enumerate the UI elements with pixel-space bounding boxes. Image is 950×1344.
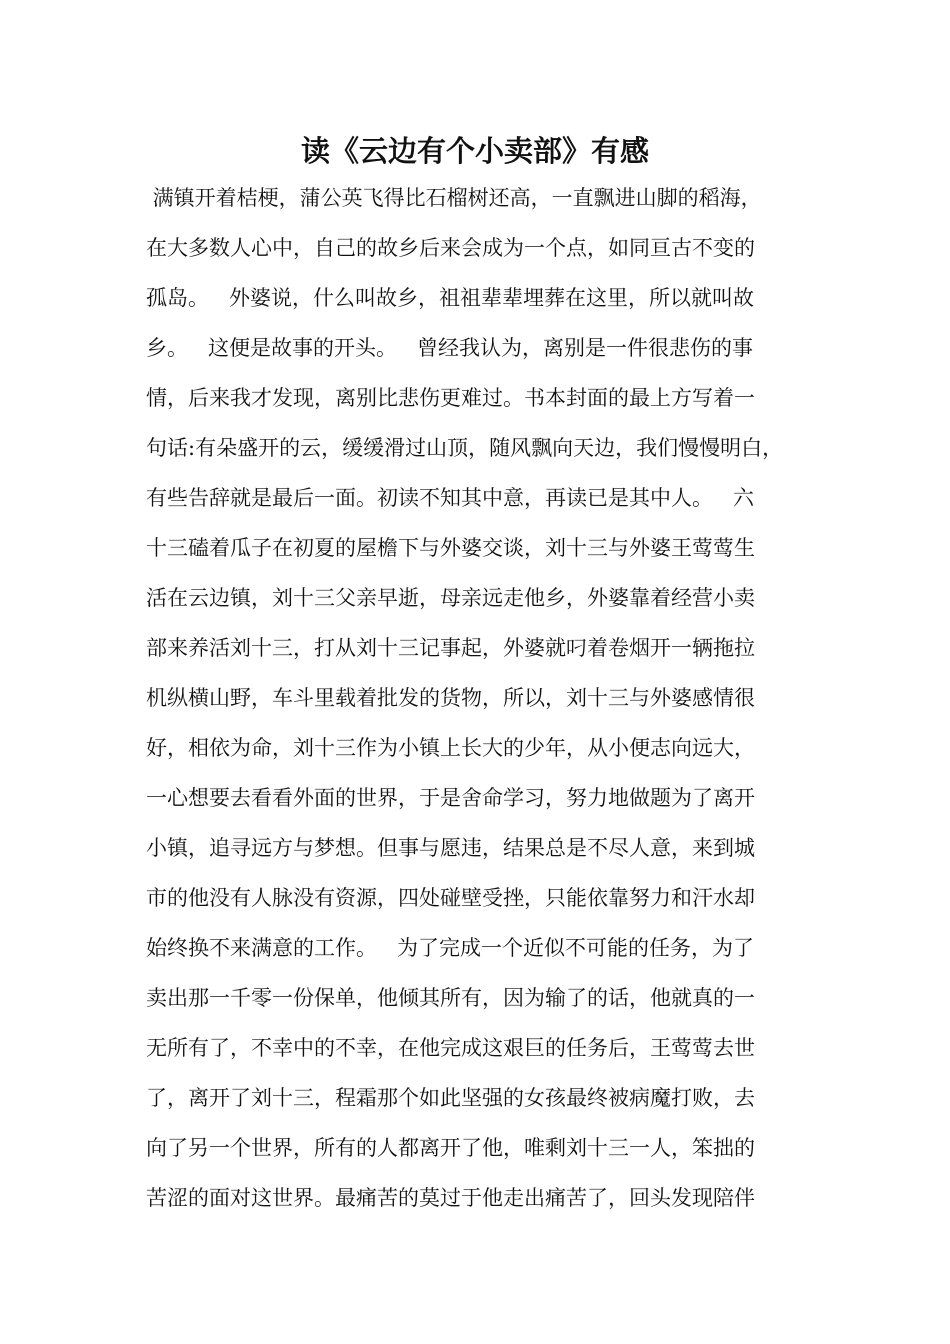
text-line: 机纵横山野，车斗里载着批发的货物，所以，刘十三与外婆感情很 bbox=[146, 686, 755, 710]
text-line: 满镇开着桔梗，蒲公英飞得比石榴树还高，一直飘进山脚的稻海， bbox=[146, 186, 762, 210]
text-line: 有些告辞就是最后一面。初读不知其中意，再读已是其中人。 六 bbox=[146, 486, 755, 510]
text-line: 市的他没有人脉没有资源，四处碰壁受挫，只能依靠努力和汗水却 bbox=[146, 886, 755, 910]
text-line: 小镇，追寻远方与梦想。但事与愿违，结果总是不尽人意，来到城 bbox=[146, 836, 755, 860]
text-line: 乡。 这便是故事的开头。 曾经我认为，离别是一件很悲伤的事 bbox=[146, 336, 754, 360]
text-line: 好，相依为命，刘十三作为小镇上长大的少年，从小便志向远大， bbox=[146, 736, 755, 760]
text-line: 向了另一个世界，所有的人都离开了他，唯剩刘十三一人，笨拙的 bbox=[146, 1136, 755, 1160]
text-line: 情，后来我才发现，离别比悲伤更难过。书本封面的最上方写着一 bbox=[146, 386, 755, 410]
text-line: 无所有了，不幸中的不幸，在他完成这艰巨的任务后，王莺莺去世 bbox=[146, 1036, 755, 1060]
text-line: 孤岛。 外婆说，什么叫故乡，祖祖辈辈埋葬在这里，所以就叫故 bbox=[146, 286, 755, 310]
text-line: 苦涩的面对这世界。最痛苦的莫过于他走出痛苦了，回头发现陪伴 bbox=[146, 1186, 755, 1210]
document-title: 读《云边有个小卖部》有感 bbox=[300, 134, 649, 168]
text-line: 在大多数人心中，自己的故乡后来会成为一个点，如同亘古不变的 bbox=[146, 236, 755, 260]
text-line: 句话:有朵盛开的云，缓缓滑过山顶，随风飘向天边，我们慢慢明白， bbox=[146, 436, 784, 460]
text-line: 活在云边镇，刘十三父亲早逝，母亲远走他乡，外婆靠着经营小卖 bbox=[146, 586, 755, 610]
text-line: 了，离开了刘十三，程霜那个如此坚强的女孩最终被病魔打败，去 bbox=[146, 1086, 755, 1110]
text-line: 始终换不来满意的工作。 为了完成一个近似不可能的任务，为了 bbox=[146, 936, 755, 960]
text-line: 十三磕着瓜子在初夏的屋檐下与外婆交谈，刘十三与外婆王莺莺生 bbox=[146, 536, 755, 560]
text-line: 一心想要去看看外面的世界，于是舍命学习，努力地做题为了离开 bbox=[146, 786, 755, 810]
text-line: 卖出那一千零一份保单，他倾其所有，因为输了的话，他就真的一 bbox=[146, 986, 755, 1010]
text-line: 部来养活刘十三，打从刘十三记事起，外婆就叼着卷烟开一辆拖拉 bbox=[146, 636, 755, 660]
